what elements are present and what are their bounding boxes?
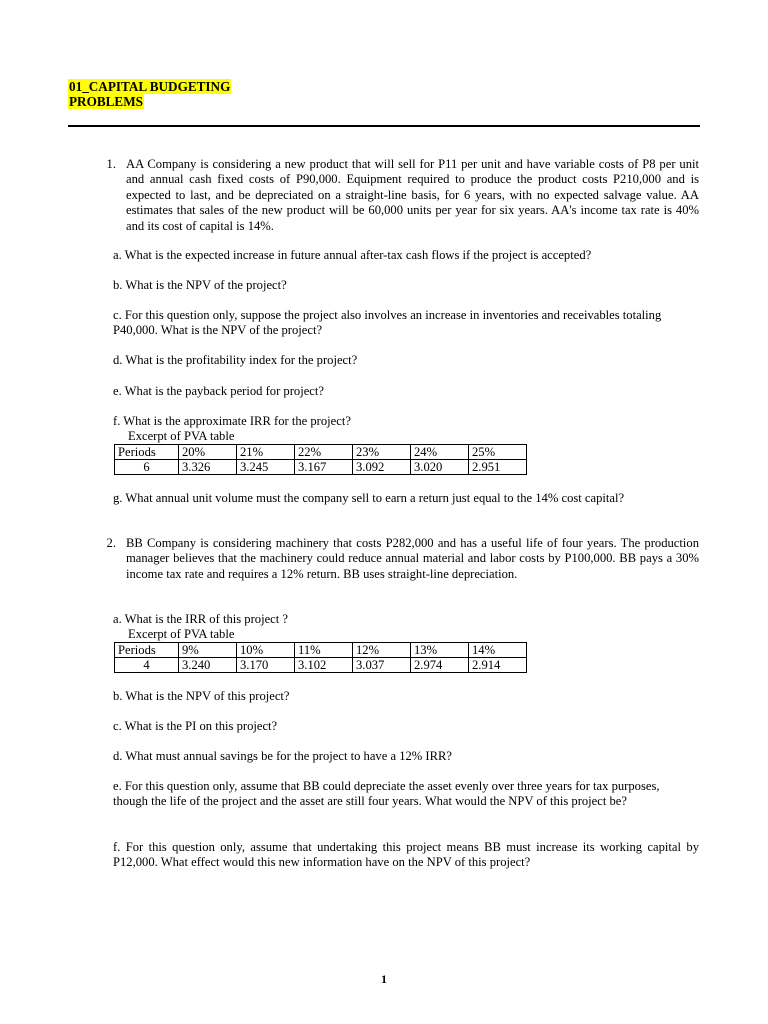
table-cell: 13%: [411, 643, 469, 658]
title-line-1: 01_CAPITAL BUDGETING: [69, 79, 231, 94]
problem-1-question-d: d. What is the profitability index for the project?: [113, 353, 358, 367]
table-cell: 22%: [295, 445, 353, 460]
problem-2-text: BB Company is considering machinery that costs P282,000 and has a useful life of four years. The production manager believes that the machinery could reduce annual material and labor costs by P100,000. BB pays a 30% income tax rate and requires a 12% return. BB uses straight-line depreciation.: [126, 536, 699, 581]
problem-1-question-c: c. For this question only, suppose the project also involves an increase in inventories and receivables totaling P40,000. What is the NPV of the project?: [113, 308, 662, 338]
table-cell: 2.914: [469, 658, 527, 673]
problem-1-pva-table: [114, 444, 527, 475]
table-cell: 3.170: [237, 658, 295, 673]
table-cell: 24%: [411, 445, 469, 460]
problem-1-table-caption: Excerpt of PVA table: [128, 429, 235, 443]
table-cell: 11%: [295, 643, 353, 658]
table-cell: 6: [115, 460, 179, 475]
problem-2-number: 2.: [106, 536, 116, 550]
table-cell: 9%: [179, 643, 237, 658]
table-cell: 14%: [469, 643, 527, 658]
problem-2-question-f: f. For this question only, assume that undertaking this project means BB must increase its working capital by P12,000. What effect would this new information have on the NPV of this project?: [113, 840, 699, 870]
problem-2-question-e: e. For this question only, assume that BB could depreciate the asset evenly over three years for tax purposes, though the life of the project and the asset are still four years. What would the NPV of this project be?: [113, 779, 660, 809]
problem-2-question-d: d. What must annual savings be for the project to have a 12% IRR?: [113, 749, 453, 763]
table-cell: 3.240: [179, 658, 237, 673]
problem-2-table-caption: Excerpt of PVA table: [128, 627, 235, 641]
table-cell: 3.037: [353, 658, 411, 673]
problem-1-question-g: g. What annual unit volume must the company sell to earn a return just equal to the 14% cost capital?: [113, 491, 625, 505]
problem-1-question-f: f. What is the approximate IRR for the project?: [113, 414, 351, 428]
table-cell: 25%: [469, 445, 527, 460]
table-cell: Periods: [115, 445, 179, 460]
problem-2-question-a: a. What is the IRR of this project ?: [113, 612, 288, 626]
table-cell: 3.326: [179, 460, 237, 475]
table-header-row: [115, 643, 527, 658]
table-row: [115, 460, 527, 475]
table-cell: 3.245: [237, 460, 295, 475]
table-cell: 3.020: [411, 460, 469, 475]
table-cell: 3.167: [295, 460, 353, 475]
table-cell: 23%: [353, 445, 411, 460]
table-cell: 2.974: [411, 658, 469, 673]
title-line-2: PROBLEMS: [69, 94, 144, 109]
problem-1-text: AA Company is considering a new product that will sell for P11 per unit and have variable costs of P8 per unit and annual cash fixed costs of P90,000. Equipment required to produce the product costs P210,000 and is expected to last, and be depreciated on a straight-line basis, for 6 years, with no expected salvage value. AA estimates that sales of the new product will be 60,000 units per year for six years. AA's income tax rate is 40% and its cost of capital is 14%.: [126, 157, 699, 233]
table-cell: 12%: [353, 643, 411, 658]
table-cell: 20%: [179, 445, 237, 460]
page-number: 1: [381, 972, 387, 986]
problem-1-question-b: b. What is the NPV of the project?: [113, 278, 287, 292]
problem-2-question-b: b. What is the NPV of this project?: [113, 689, 290, 703]
problem-1-question-a: a. What is the expected increase in future annual after-tax cash flows if the project is accepted?: [113, 248, 592, 262]
problem-2-pva-table: [114, 642, 527, 673]
table-cell: 2.951: [469, 460, 527, 475]
problem-1-number: 1.: [106, 157, 116, 171]
table-cell: 21%: [237, 445, 295, 460]
table-cell: Periods: [115, 643, 179, 658]
table-cell: 3.102: [295, 658, 353, 673]
table-row: [115, 658, 527, 673]
problem-1-question-e: e. What is the payback period for project?: [113, 384, 324, 398]
table-cell: 10%: [237, 643, 295, 658]
table-cell: 4: [115, 658, 179, 673]
title-divider: [68, 125, 700, 127]
table-cell: 3.092: [353, 460, 411, 475]
document-title: [68, 79, 231, 109]
table-header-row: [115, 445, 527, 460]
problem-2-question-c: c. What is the PI on this project?: [113, 719, 278, 733]
